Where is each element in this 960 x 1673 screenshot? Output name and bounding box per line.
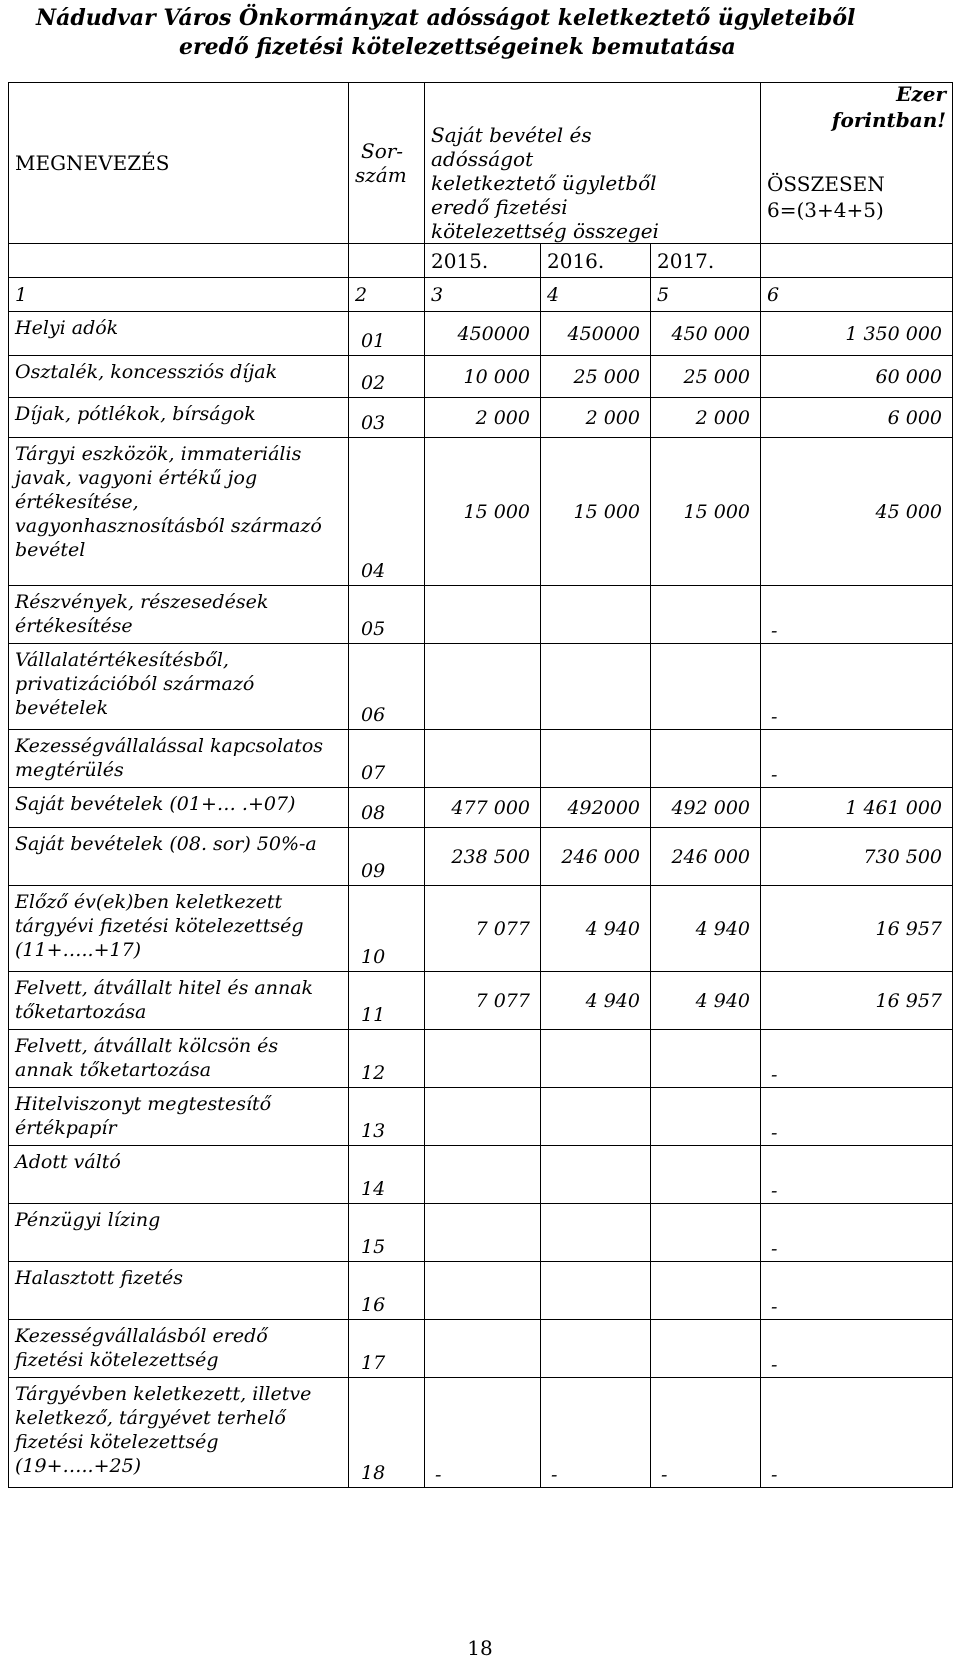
value-2017 — [651, 1262, 761, 1320]
value-2017: 4 940 — [651, 886, 761, 972]
value-2016: 246 000 — [541, 828, 651, 886]
row-sorszam: 11 — [349, 972, 425, 1030]
value-2016 — [541, 1262, 651, 1320]
header-name: MEGNEVEZÉS — [9, 83, 349, 244]
table-row — [9, 356, 953, 398]
unit-line2: forintban! — [831, 108, 947, 132]
value-2015: 10 000 — [425, 356, 541, 398]
value-2015 — [425, 1088, 541, 1146]
value-2017: 25 000 — [651, 356, 761, 398]
table-row — [9, 586, 953, 644]
row-name: Halasztott fizetés — [9, 1262, 349, 1320]
column-number-row — [9, 278, 953, 312]
table-row — [9, 886, 953, 972]
page-number: 18 — [467, 1636, 493, 1660]
row-name: Kezességvállalásból eredő fizetési kötelezettség — [9, 1320, 349, 1378]
value-2016: 4 940 — [541, 972, 651, 1030]
value-2016 — [541, 1088, 651, 1146]
header-sorszam-line2: szám — [355, 163, 407, 187]
value-2017: - — [651, 1378, 761, 1488]
row-sorszam: 07 — [349, 730, 425, 788]
value-2017: 2 000 — [651, 398, 761, 438]
row-name: Előző év(ek)ben keletkezett tárgyévi fizetési kötelezettség (11+…..+17) — [9, 886, 349, 972]
value-total: 45 000 — [761, 438, 953, 586]
row-sorszam: 12 — [349, 1030, 425, 1088]
row-sorszam: 01 — [349, 312, 425, 356]
total-line1: ÖSSZESEN — [767, 172, 885, 196]
header-own-revenue — [425, 83, 761, 244]
value-2017: 450 000 — [651, 312, 761, 356]
row-name: Tárgyi eszközök, immateriális javak, vagyoni értékű jog értékesítése, vagyonhasznosításból származó bevétel — [9, 438, 349, 586]
value-total: 1 461 000 — [761, 788, 953, 828]
row-sorszam: 17 — [349, 1320, 425, 1378]
total-line2: 6=(3+4+5) — [767, 198, 884, 222]
table-row — [9, 398, 953, 438]
value-2015 — [425, 644, 541, 730]
value-2016: 2 000 — [541, 398, 651, 438]
title-line-1: Nádudvar Város Önkormányzat adósságot keletkeztető ügyleteiből — [36, 5, 856, 31]
value-2017: 15 000 — [651, 438, 761, 586]
value-2016 — [541, 1320, 651, 1378]
value-total: 730 500 — [761, 828, 953, 886]
table-row — [9, 312, 953, 356]
row-sorszam: 13 — [349, 1088, 425, 1146]
row-name: Saját bevételek (01+… .+07) — [9, 788, 349, 828]
unit-label — [767, 83, 946, 134]
value-2017: 492 000 — [651, 788, 761, 828]
value-total: - — [761, 1378, 953, 1488]
value-2016: 15 000 — [541, 438, 651, 586]
table-row — [9, 1146, 953, 1204]
row-name: Pénzügyi lízing — [9, 1204, 349, 1262]
year-row-empty-2 — [349, 244, 425, 278]
value-2016: 492000 — [541, 788, 651, 828]
year-2017: 2017. — [651, 244, 761, 278]
value-total: - — [761, 1088, 953, 1146]
table-row — [9, 972, 953, 1030]
column-number: 5 — [651, 278, 761, 312]
row-sorszam: 16 — [349, 1262, 425, 1320]
value-2016: 450000 — [541, 312, 651, 356]
year-row-empty-3 — [761, 244, 953, 278]
value-2015 — [425, 1262, 541, 1320]
row-sorszam: 06 — [349, 644, 425, 730]
value-2017 — [651, 730, 761, 788]
year-row — [9, 244, 953, 278]
header-sorszam — [349, 83, 425, 244]
row-sorszam: 08 — [349, 788, 425, 828]
row-name: Felvett, átvállalt kölcsön és annak tőketartozása — [9, 1030, 349, 1088]
value-total: - — [761, 644, 953, 730]
unit-line1: Ezer — [896, 82, 947, 106]
value-total: 16 957 — [761, 972, 953, 1030]
value-total: - — [761, 730, 953, 788]
row-sorszam: 04 — [349, 438, 425, 586]
row-name: Kezességvállalással kapcsolatos megtérülés — [9, 730, 349, 788]
header-sorszam-line1: Sor- — [361, 139, 404, 163]
row-sorszam: 05 — [349, 586, 425, 644]
header-total — [761, 83, 953, 244]
table-row — [9, 1262, 953, 1320]
table-row — [9, 1378, 953, 1488]
table-row — [9, 1088, 953, 1146]
row-sorszam: 02 — [349, 356, 425, 398]
value-2015 — [425, 730, 541, 788]
row-name: Osztalék, koncessziós díjak — [9, 356, 349, 398]
row-name: Felvett, átvállalt hitel és annak tőketartozása — [9, 972, 349, 1030]
table-row — [9, 828, 953, 886]
value-2015: 7 077 — [425, 886, 541, 972]
value-2017 — [651, 1146, 761, 1204]
value-2016: 4 940 — [541, 886, 651, 972]
row-name: Adott váltó — [9, 1146, 349, 1204]
table-row — [9, 1204, 953, 1262]
value-total: 1 350 000 — [761, 312, 953, 356]
value-2015 — [425, 1320, 541, 1378]
value-2015 — [425, 1146, 541, 1204]
value-2016 — [541, 586, 651, 644]
value-2016: 25 000 — [541, 356, 651, 398]
value-2016: - — [541, 1378, 651, 1488]
value-total: - — [761, 1204, 953, 1262]
row-sorszam: 14 — [349, 1146, 425, 1204]
title-line-2: eredő fizetési kötelezettségeinek bemutatása — [179, 34, 736, 60]
value-2017 — [651, 1088, 761, 1146]
row-sorszam: 15 — [349, 1204, 425, 1262]
value-2015: 2 000 — [425, 398, 541, 438]
year-row-empty-1 — [9, 244, 349, 278]
value-total: 6 000 — [761, 398, 953, 438]
row-name: Saját bevételek (08. sor) 50%-a — [9, 828, 349, 886]
value-2015: 450000 — [425, 312, 541, 356]
document-title — [36, 4, 936, 62]
value-2017 — [651, 586, 761, 644]
value-2017 — [651, 1204, 761, 1262]
value-2017: 4 940 — [651, 972, 761, 1030]
value-2016 — [541, 1030, 651, 1088]
value-total: 16 957 — [761, 886, 953, 972]
table-row — [9, 730, 953, 788]
value-2016 — [541, 1146, 651, 1204]
value-2017 — [651, 1320, 761, 1378]
value-total: - — [761, 1320, 953, 1378]
column-number: 6 — [761, 278, 953, 312]
value-2015: 477 000 — [425, 788, 541, 828]
value-2015 — [425, 586, 541, 644]
column-number: 2 — [349, 278, 425, 312]
table-row — [9, 1320, 953, 1378]
row-sorszam: 09 — [349, 828, 425, 886]
total-label — [767, 171, 946, 223]
value-2017 — [651, 1030, 761, 1088]
table-row — [9, 1030, 953, 1088]
header-row — [9, 83, 953, 244]
column-number: 4 — [541, 278, 651, 312]
row-name: Díjak, pótlékok, bírságok — [9, 398, 349, 438]
value-2015 — [425, 1030, 541, 1088]
row-sorszam: 18 — [349, 1378, 425, 1488]
row-name: Vállalatértékesítésből, privatizációból származó bevételek — [9, 644, 349, 730]
value-2015: - — [425, 1378, 541, 1488]
table-row — [9, 438, 953, 586]
value-total: - — [761, 586, 953, 644]
row-name: Tárgyévben keletkezett, illetve keletkező, tárgyévet terhelő fizetési kötelezettség (19+…..+25) — [9, 1378, 349, 1488]
row-name: Helyi adók — [9, 312, 349, 356]
table-row — [9, 788, 953, 828]
value-2015: 15 000 — [425, 438, 541, 586]
value-2017: 246 000 — [651, 828, 761, 886]
value-2016 — [541, 644, 651, 730]
year-2016: 2016. — [541, 244, 651, 278]
table-row — [9, 644, 953, 730]
column-number: 3 — [425, 278, 541, 312]
value-2017 — [651, 644, 761, 730]
value-total: 60 000 — [761, 356, 953, 398]
value-total: - — [761, 1262, 953, 1320]
value-2015: 238 500 — [425, 828, 541, 886]
row-name: Hitelviszonyt megtestesítő értékpapír — [9, 1088, 349, 1146]
row-sorszam: 03 — [349, 398, 425, 438]
value-2016 — [541, 730, 651, 788]
value-2016 — [541, 1204, 651, 1262]
debt-table — [8, 82, 953, 1488]
row-name: Részvények, részesedések értékesítése — [9, 586, 349, 644]
value-total: - — [761, 1030, 953, 1088]
year-2015: 2015. — [425, 244, 541, 278]
value-2015: 7 077 — [425, 972, 541, 1030]
value-total: - — [761, 1146, 953, 1204]
header-own-revenue-text: Saját bevétel és adósságot keletkeztető ügyletből eredő fizetési kötelezettség összegei — [431, 123, 659, 243]
value-2015 — [425, 1204, 541, 1262]
column-number: 1 — [9, 278, 349, 312]
row-sorszam: 10 — [349, 886, 425, 972]
